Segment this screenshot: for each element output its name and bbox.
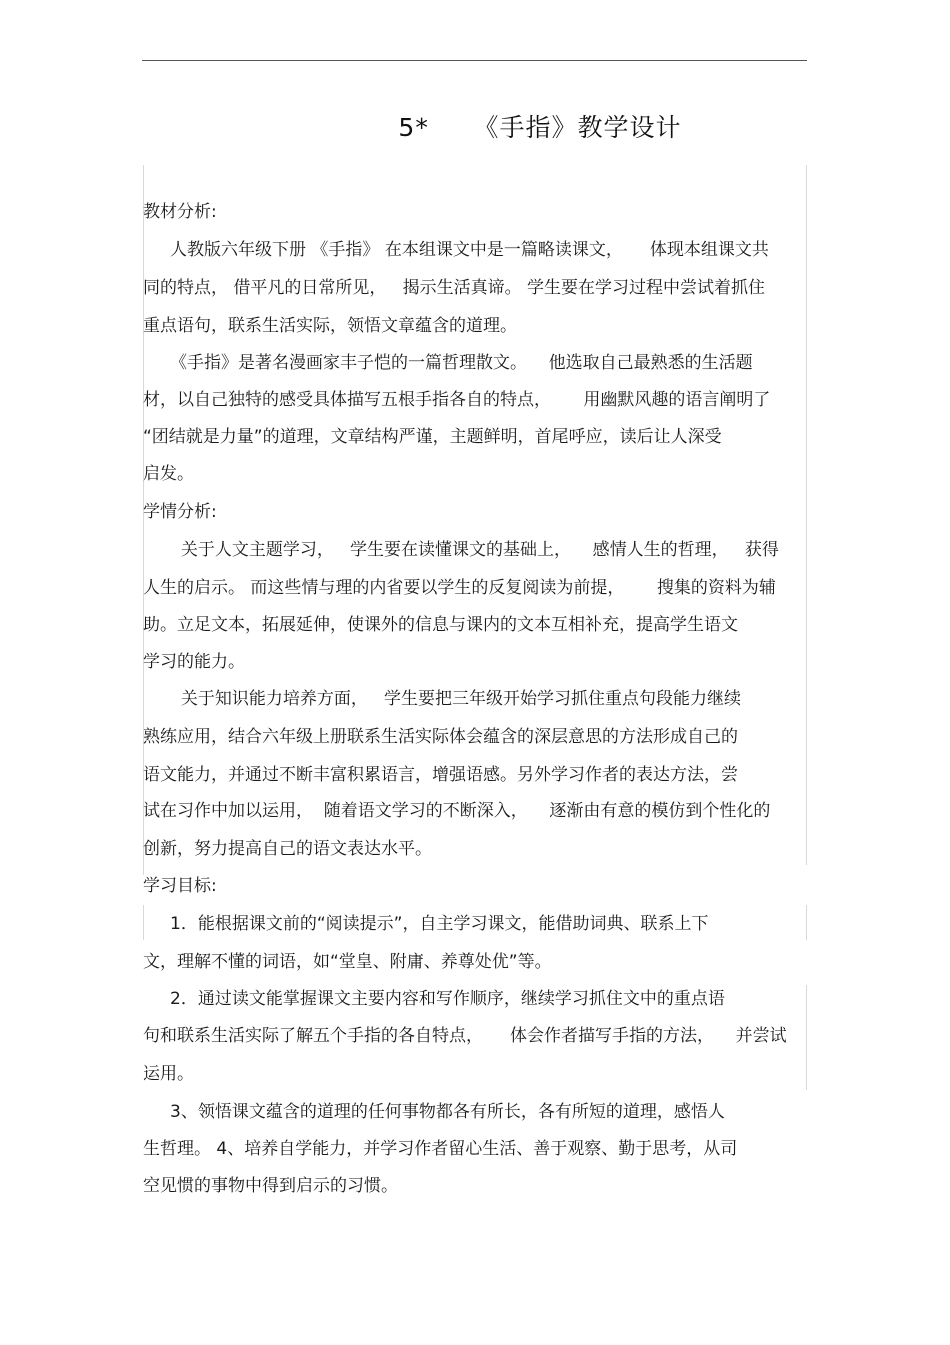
paragraph-line: 关于知识能力培养方面， 学生要把三年级开始学习抓住重点句段能力继续 — [143, 689, 742, 709]
paragraph-line: 运用。 — [143, 1064, 194, 1084]
paragraph-line: 《手指》是著名漫画家丰子恺的一篇哲理散文。 他选取自己最熟悉的生活题 — [143, 353, 753, 373]
paragraph-line: “团结就是力量”的道理，文章结构严谨，主题鲜明，首尾呼应，读后让人深受 — [143, 427, 722, 447]
header-rule — [142, 60, 807, 61]
paragraph-line: 人教版六年级下册 《手指》 在本组课文中是一篇略读课文， 体现本组课文共 — [143, 240, 769, 260]
paragraph-line: 助。立足文本，拓展延伸，使课外的信息与课内的文本互相补充，提高学生语文 — [143, 615, 738, 635]
section-heading-learner-analysis: 学情分析: — [143, 502, 217, 522]
paragraph-line: 句和联系生活实际了解五个手指的各自特点， 体会作者描写手指的方法， 并尝试 — [143, 1026, 787, 1046]
paragraph-line: 人生的启示。 而这些情与理的内省要以学生的反复阅读为前提， 搜集的资料为辅 — [143, 578, 776, 598]
paragraph-line: 学习的能力。 — [143, 652, 245, 672]
paragraph-line: 启发。 — [143, 464, 194, 484]
margin-line-right-lower — [806, 905, 807, 940]
list-item: 1．能根据课文前的“阅读提示”，自主学习课文，能借助词典、联系上下 — [143, 914, 709, 934]
paragraph-line: 空见惯的事物中得到启示的习惯。 — [143, 1176, 398, 1196]
paragraph-line: 同的特点， 借平凡的日常所见， 揭示生活真谛。 学生要在学习过程中尝试着抓住 — [143, 278, 766, 298]
paragraph-line: 试在习作中加以运用， 随着语文学习的不断深入， 逐渐由有意的模仿到个性化的 — [143, 801, 771, 821]
list-item: 3、领悟课文蕴含的道理的任何事物都各有所长，各有所短的道理，感悟人 — [143, 1102, 725, 1122]
paragraph-line: 文，理解不懂的词语，如“堂皇、附庸、养尊处优”等。 — [143, 952, 552, 972]
list-item: 2．通过读文能掌握课文主要内容和写作顺序，继续学习抓住文中的重点语 — [143, 989, 725, 1009]
paragraph-line: 创新，努力提高自己的语文表达水平。 — [143, 839, 432, 859]
paragraph-line: 熟练应用，结合六年级上册联系生活实际体会蕴含的深层意思的方法形成自己的 — [143, 727, 738, 747]
document-title: 5* 《手指》教学设计 — [398, 113, 682, 142]
section-heading-textbook-analysis: 教材分析: — [143, 202, 217, 222]
paragraph-line: 生哲理。 4、培养自学能力，并学习作者留心生活、善于观察、勤于思考，从司 — [143, 1139, 738, 1159]
paragraph-line: 重点语句，联系生活实际，领悟文章蕴含的道理。 — [143, 316, 517, 336]
paragraph-line: 关于人文主题学习， 学生要在读懂课文的基础上， 感情人生的哲理， 获得 — [143, 540, 779, 560]
margin-line-right — [806, 165, 807, 865]
paragraph-line: 材，以自己独特的感受具体描写五根手指各自的特点， 用幽默风趣的语言阐明了 — [143, 390, 771, 410]
margin-line-right-bottom — [806, 985, 807, 1090]
section-heading-learning-goals: 学习目标: — [143, 876, 217, 896]
paragraph-line: 语文能力，并通过不断丰富积累语言，增强语感。另外学习作者的表达方法，尝 — [143, 765, 738, 785]
